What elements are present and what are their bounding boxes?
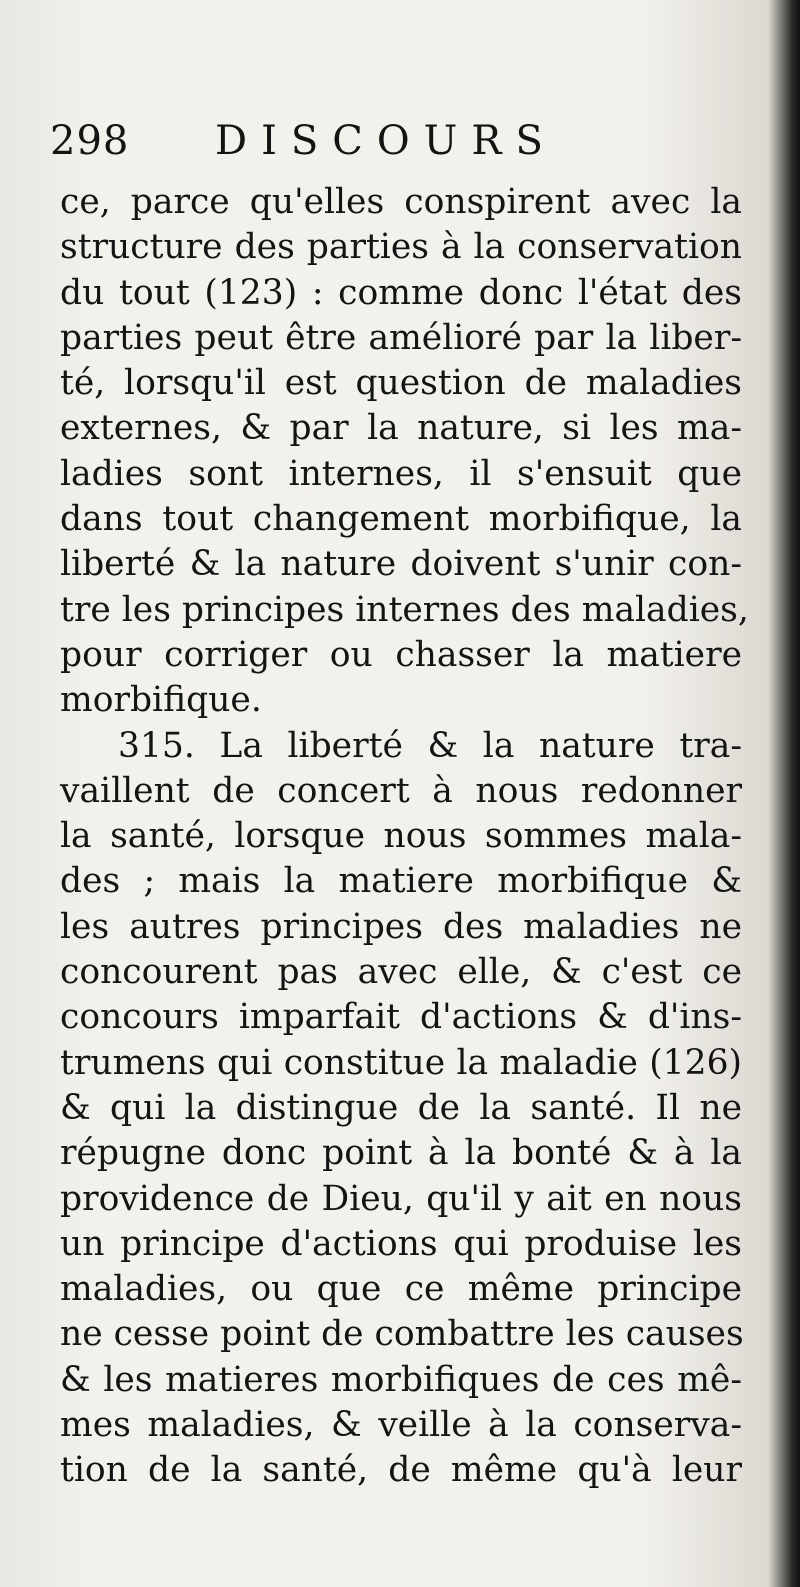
text-line: structure des parties à la conservation [60,227,742,268]
text-line: du tout (123) : comme donc l'état des [60,272,742,313]
text-line: & les matieres morbifiques de ces mê- [60,1359,742,1400]
text-line: concours imparfait d'actions & d'ins- [60,997,742,1038]
text-line: parties peut être amélioré par la liber- [60,317,742,358]
text-line: & qui la distingue de la santé. Il ne [60,1087,742,1128]
text-line: des ; mais la matiere morbifique & [60,861,742,902]
text-line: répugne donc point à la bonté & à la [60,1133,742,1174]
page-header [50,118,750,178]
body-text [60,180,749,1494]
page-number: 298 [50,118,130,164]
text-line: un principe d'actions qui produise les [60,1223,742,1264]
text-line: providence de Dieu, qu'il y ait en nous [60,1178,742,1219]
text-line: té, lorsqu'il est question de maladies [60,363,742,404]
text-line: dans tout changement morbifique, la [60,499,742,540]
text-line: externes, & par la nature, si les ma- [60,408,742,449]
text-line: vaillent de concert à nous redonner [60,770,742,811]
paragraph-start-line: 315. La liberté & la nature tra- [118,725,742,766]
running-title: DISCOURS [215,118,557,164]
text-line: ce, parce qu'elles conspirent avec la [60,182,742,222]
text-line: la santé, lorsque nous sommes mala- [60,816,742,857]
text-line: tion de la santé, de même qu'à leur [60,1450,742,1491]
text-line: liberté & la nature doivent s'unir con- [60,544,742,585]
text-line: ladies sont internes, il s'ensuit que [60,453,742,494]
text-line: mes maladies, & veille à la conserva- [60,1405,742,1446]
text-line: tre les principes internes des maladies, [60,589,749,630]
text-line: trumens qui constitue la maladie (126) [60,1042,742,1083]
text-line: pour corriger ou chasser la matiere [60,634,742,675]
text-line: ne cesse point de combattre les causes [60,1314,744,1355]
text-line: les autres principes des maladies ne [60,906,742,947]
text-line: maladies, ou que ce même principe [60,1269,742,1310]
text-line: concourent pas avec elle, & c'est ce [60,952,742,993]
text-line: morbifique. [60,680,262,721]
